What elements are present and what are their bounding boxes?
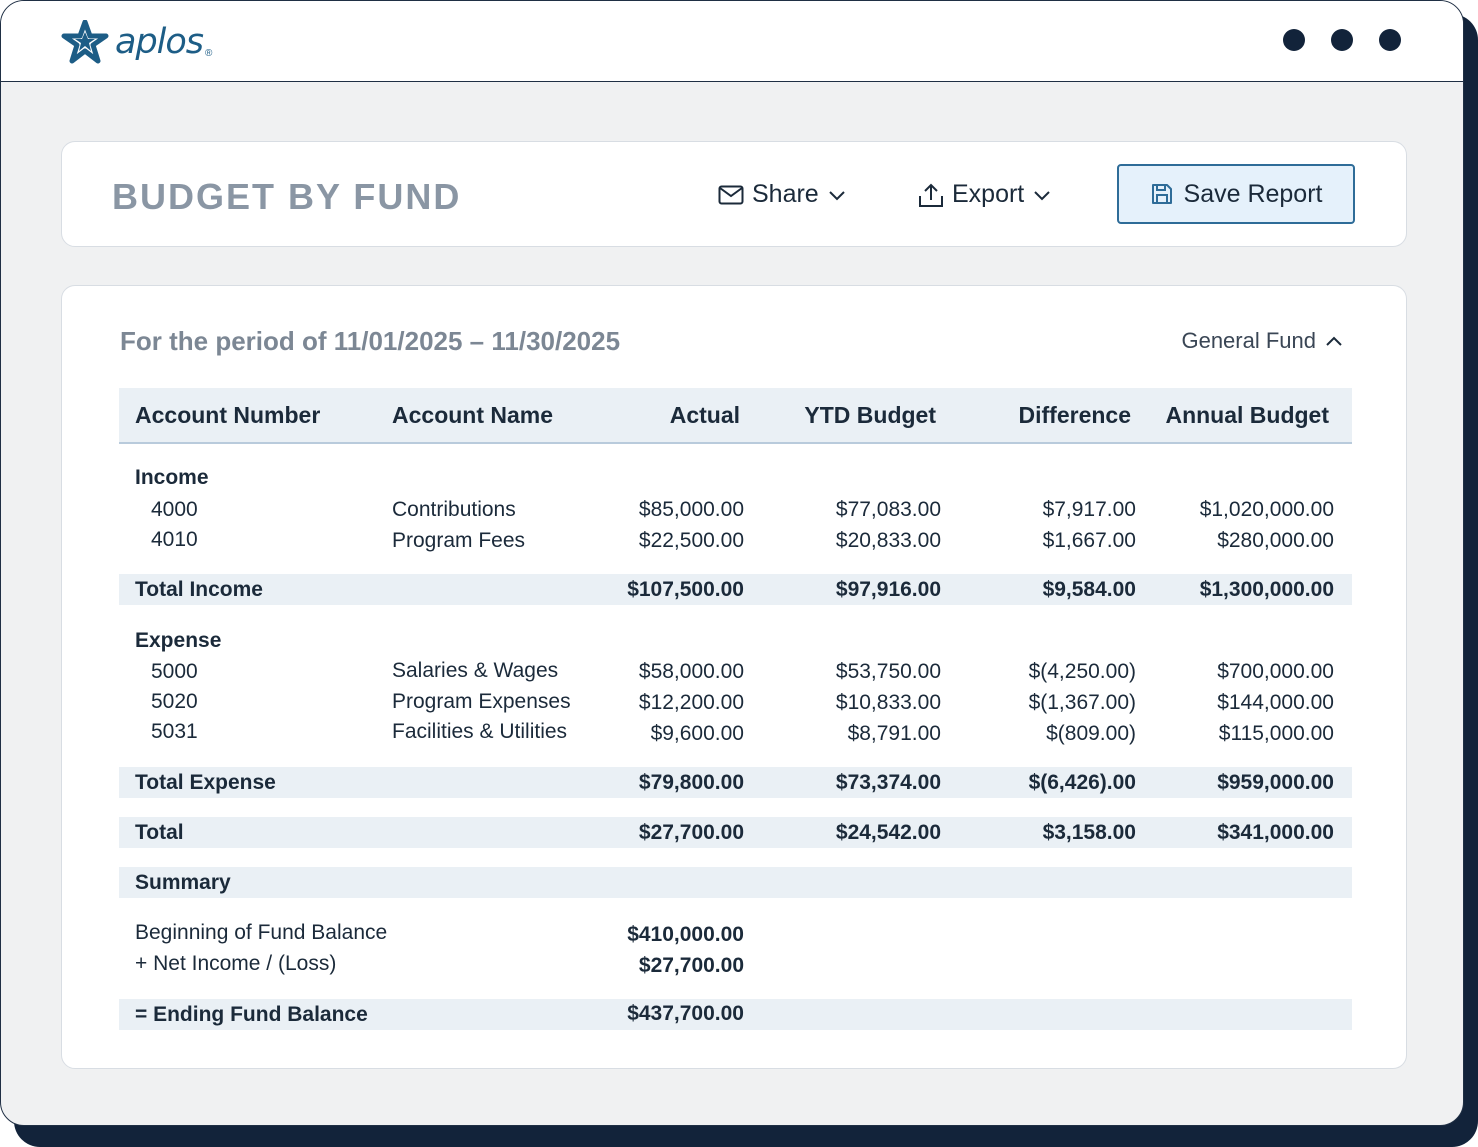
report-period: For the period of 11/01/2025 – 11/30/2025 (120, 326, 621, 356)
save-report-label: Save Report (1183, 179, 1323, 208)
column-header-annual-budget[interactable]: Annual Budget (1165, 402, 1329, 428)
fund-selector-label: General Fund (1181, 328, 1316, 353)
difference-value: $(4,250.00) (1028, 660, 1136, 683)
beginning-balance-value: $410,000.00 (627, 923, 744, 946)
grand-total-label: Total (135, 821, 184, 844)
upload-icon (918, 182, 944, 208)
column-header-ytd-budget[interactable]: YTD Budget (804, 402, 936, 428)
grand-total-difference: $3,158.00 (1042, 821, 1136, 844)
envelope-icon (718, 185, 744, 205)
grand-total-ytd: $24,542.00 (835, 821, 941, 844)
summary-header-row (119, 867, 1352, 898)
difference-value: $(809.00) (1046, 722, 1136, 745)
account-number: 5000 (151, 660, 198, 683)
annual-budget-value: $280,000.00 (1217, 529, 1334, 552)
ytd-budget-value: $8,791.00 (847, 722, 941, 745)
annual-budget-value: $1,020,000.00 (1199, 498, 1334, 521)
difference-value: $(1,367.00) (1028, 691, 1136, 714)
account-number: 4000 (151, 498, 198, 521)
actual-value: $85,000.00 (638, 498, 744, 521)
export-button[interactable] (918, 180, 1052, 209)
report-header-card (61, 141, 1407, 247)
table-header (119, 388, 1352, 444)
window-menu-dots[interactable] (1283, 29, 1401, 51)
section-heading-income: Income (135, 466, 209, 489)
account-name[interactable]: Contributions (392, 498, 516, 521)
section-heading-expense: Expense (135, 629, 222, 652)
share-label: Share (752, 180, 819, 208)
account-name[interactable]: Program Expenses (392, 690, 571, 713)
account-number: 5031 (151, 720, 198, 743)
total-income-label: Total Income (135, 578, 263, 601)
difference-value: $7,917.00 (1042, 498, 1136, 521)
annual-budget-value: $144,000.00 (1217, 691, 1334, 714)
aplos-star-icon (61, 20, 109, 64)
total-expense-difference: $(6,426).00 (1028, 771, 1136, 794)
page-title: BUDGET BY FUND (112, 176, 462, 217)
annual-budget-value: $700,000.00 (1217, 660, 1334, 683)
account-name[interactable]: Facilities & Utilities (392, 720, 568, 743)
ending-balance-value: $437,700.00 (627, 1002, 744, 1025)
logo-text: aplos (115, 22, 204, 62)
net-income-label: + Net Income / (Loss) (135, 952, 337, 975)
menu-dot-icon (1283, 29, 1305, 51)
total-expense-annual: $959,000.00 (1217, 771, 1334, 794)
report-card (61, 285, 1407, 1069)
total-income-actual: $107,500.00 (627, 578, 744, 601)
actual-value: $22,500.00 (638, 529, 744, 552)
column-header-actual[interactable]: Actual (669, 402, 740, 428)
top-bar (1, 1, 1463, 82)
summary-heading: Summary (135, 871, 231, 894)
ytd-budget-value: $77,083.00 (835, 498, 941, 521)
account-number: 5020 (151, 690, 198, 713)
column-header-difference[interactable]: Difference (1018, 402, 1131, 428)
column-header-account-name[interactable]: Account Name (392, 402, 554, 428)
chevron-down-icon (827, 188, 847, 202)
total-expense-ytd: $73,374.00 (835, 771, 941, 794)
chevron-up-icon (1324, 334, 1344, 348)
total-income-ytd: $97,916.00 (835, 578, 941, 601)
floppy-disk-icon (1150, 182, 1174, 206)
aplos-logo[interactable] (61, 19, 212, 65)
grand-total-actual: $27,700.00 (638, 821, 744, 844)
grand-total-annual: $341,000.00 (1217, 821, 1334, 844)
menu-dot-icon (1379, 29, 1401, 51)
ytd-budget-value: $53,750.00 (835, 660, 941, 683)
fund-selector[interactable] (1181, 328, 1344, 354)
total-income-difference: $9,584.00 (1042, 578, 1136, 601)
total-expense-label: Total Expense (135, 771, 276, 794)
share-button[interactable] (718, 180, 847, 209)
account-name[interactable]: Program Fees (392, 529, 526, 552)
net-income-value: $27,700.00 (638, 954, 744, 977)
actual-value: $12,200.00 (638, 691, 744, 714)
ytd-budget-value: $10,833.00 (835, 691, 941, 714)
account-name[interactable]: Salaries & Wages (392, 659, 559, 682)
menu-dot-icon (1331, 29, 1353, 51)
export-label: Export (952, 180, 1025, 208)
total-income-annual: $1,300,000.00 (1199, 578, 1334, 601)
total-expense-actual: $79,800.00 (638, 771, 744, 794)
chevron-down-icon (1032, 188, 1052, 202)
account-number: 4010 (151, 528, 198, 551)
beginning-balance-label: Beginning of Fund Balance (135, 921, 388, 944)
save-report-button[interactable] (1117, 164, 1355, 224)
ending-balance-label: = Ending Fund Balance (135, 1003, 368, 1026)
column-header-account-number[interactable]: Account Number (135, 402, 321, 428)
annual-budget-value: $115,000.00 (1218, 722, 1334, 745)
ytd-budget-value: $20,833.00 (835, 529, 941, 552)
actual-value: $58,000.00 (638, 660, 744, 683)
logo-registered-mark: ® (205, 47, 213, 59)
actual-value: $9,600.00 (650, 722, 744, 745)
difference-value: $1,667.00 (1042, 529, 1136, 552)
